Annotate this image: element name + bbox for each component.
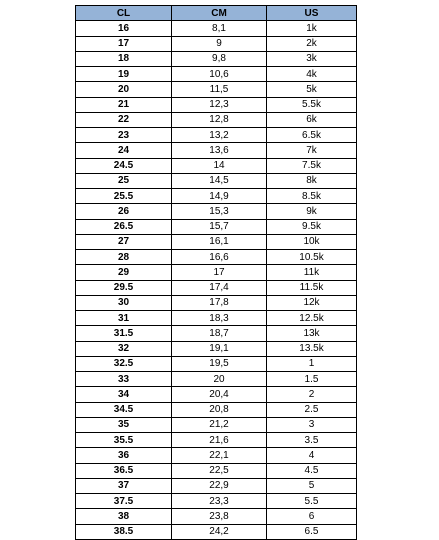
table-row [76, 433, 357, 448]
table-row [76, 311, 357, 326]
cl-size-cell: 31.5 [76, 326, 172, 341]
table-row [76, 509, 357, 524]
us-size-cell: 8.5k [267, 189, 357, 204]
cm-length-cell: 12,3 [172, 97, 267, 112]
cm-length-cell: 18,7 [172, 326, 267, 341]
cm-length-cell: 23,8 [172, 509, 267, 524]
table-row [76, 219, 357, 234]
cm-length-cell: 9 [172, 36, 267, 51]
table-row [76, 51, 357, 66]
cm-length-cell: 22,9 [172, 478, 267, 493]
us-size-cell: 2.5 [267, 402, 357, 417]
cl-size-cell: 31 [76, 311, 172, 326]
cm-length-cell: 12,8 [172, 112, 267, 127]
cl-size-cell: 18 [76, 51, 172, 66]
us-size-cell: 10k [267, 234, 357, 249]
table-row [76, 234, 357, 249]
cl-size-cell: 25.5 [76, 189, 172, 204]
us-size-cell: 12.5k [267, 311, 357, 326]
cl-size-cell: 29.5 [76, 280, 172, 295]
cl-size-cell: 35.5 [76, 433, 172, 448]
cl-size-cell: 37 [76, 478, 172, 493]
cl-size-cell: 33 [76, 372, 172, 387]
table-row [76, 280, 357, 295]
table-row [76, 265, 357, 280]
table-row [76, 326, 357, 341]
table-row [76, 82, 357, 97]
cl-size-cell: 26 [76, 204, 172, 219]
cm-length-cell: 19,5 [172, 356, 267, 371]
us-size-cell: 4 [267, 448, 357, 463]
table-row [76, 143, 357, 158]
us-size-cell: 5.5k [267, 97, 357, 112]
cm-length-cell: 20,4 [172, 387, 267, 402]
table-row [76, 128, 357, 143]
us-size-cell: 10.5k [267, 250, 357, 265]
us-size-cell: 4k [267, 67, 357, 82]
cl-size-cell: 34.5 [76, 402, 172, 417]
us-size-cell: 1.5 [267, 372, 357, 387]
size-chart-table [75, 5, 357, 540]
cl-size-cell: 34 [76, 387, 172, 402]
cl-size-cell: 35 [76, 417, 172, 432]
table-row [76, 21, 357, 36]
cm-length-cell: 14,9 [172, 189, 267, 204]
cm-length-cell: 8,1 [172, 21, 267, 36]
cl-size-cell: 17 [76, 36, 172, 51]
cl-size-cell: 32 [76, 341, 172, 356]
column-header-cm: CM [172, 6, 267, 21]
table-row [76, 478, 357, 493]
cm-length-cell: 13,2 [172, 128, 267, 143]
table-header [76, 6, 357, 21]
cm-length-cell: 24,2 [172, 524, 267, 539]
cl-size-cell: 22 [76, 112, 172, 127]
us-size-cell: 11.5k [267, 280, 357, 295]
us-size-cell: 7k [267, 143, 357, 158]
cl-size-cell: 32.5 [76, 356, 172, 371]
table-row [76, 173, 357, 188]
us-size-cell: 6.5 [267, 524, 357, 539]
us-size-cell: 13.5k [267, 341, 357, 356]
us-size-cell: 9k [267, 204, 357, 219]
us-size-cell: 7.5k [267, 158, 357, 173]
table-row [76, 67, 357, 82]
cl-size-cell: 24.5 [76, 158, 172, 173]
us-size-cell: 2k [267, 36, 357, 51]
table-row [76, 36, 357, 51]
cl-size-cell: 28 [76, 250, 172, 265]
cm-length-cell: 10,6 [172, 67, 267, 82]
table-row [76, 295, 357, 310]
cm-length-cell: 21,6 [172, 433, 267, 448]
table-row [76, 372, 357, 387]
cm-length-cell: 21,2 [172, 417, 267, 432]
cl-size-cell: 36.5 [76, 463, 172, 478]
table-row [76, 494, 357, 509]
us-size-cell: 5k [267, 82, 357, 97]
cm-length-cell: 15,3 [172, 204, 267, 219]
cl-size-cell: 38 [76, 509, 172, 524]
us-size-cell: 5.5 [267, 494, 357, 509]
us-size-cell: 6 [267, 509, 357, 524]
cl-size-cell: 27 [76, 234, 172, 249]
cl-size-cell: 19 [76, 67, 172, 82]
cm-length-cell: 16,6 [172, 250, 267, 265]
table-row [76, 463, 357, 478]
table-row [76, 448, 357, 463]
cm-length-cell: 9,8 [172, 51, 267, 66]
us-size-cell: 3k [267, 51, 357, 66]
us-size-cell: 12k [267, 295, 357, 310]
cm-length-cell: 17 [172, 265, 267, 280]
us-size-cell: 9.5k [267, 219, 357, 234]
cm-length-cell: 18,3 [172, 311, 267, 326]
us-size-cell: 1k [267, 21, 357, 36]
us-size-cell: 3.5 [267, 433, 357, 448]
cm-length-cell: 20,8 [172, 402, 267, 417]
cm-length-cell: 23,3 [172, 494, 267, 509]
cl-size-cell: 24 [76, 143, 172, 158]
us-size-cell: 6k [267, 112, 357, 127]
table-row [76, 402, 357, 417]
cl-size-cell: 16 [76, 21, 172, 36]
column-header-cl: CL [76, 6, 172, 21]
table-row [76, 524, 357, 539]
cm-length-cell: 14 [172, 158, 267, 173]
table-row [76, 250, 357, 265]
table-row [76, 158, 357, 173]
us-size-cell: 1 [267, 356, 357, 371]
us-size-cell: 11k [267, 265, 357, 280]
cl-size-cell: 29 [76, 265, 172, 280]
us-size-cell: 5 [267, 478, 357, 493]
table-row [76, 356, 357, 371]
cl-size-cell: 36 [76, 448, 172, 463]
cm-length-cell: 22,5 [172, 463, 267, 478]
cm-length-cell: 13,6 [172, 143, 267, 158]
us-size-cell: 8k [267, 173, 357, 188]
table-row [76, 387, 357, 402]
cm-length-cell: 16,1 [172, 234, 267, 249]
us-size-cell: 13k [267, 326, 357, 341]
table-row [76, 189, 357, 204]
table-body [76, 21, 357, 540]
us-size-cell: 4.5 [267, 463, 357, 478]
table-row [76, 112, 357, 127]
cl-size-cell: 23 [76, 128, 172, 143]
table-row [76, 204, 357, 219]
cm-length-cell: 14,5 [172, 173, 267, 188]
table-row [76, 417, 357, 432]
cl-size-cell: 30 [76, 295, 172, 310]
cl-size-cell: 38.5 [76, 524, 172, 539]
cm-length-cell: 17,8 [172, 295, 267, 310]
table-row [76, 341, 357, 356]
cm-length-cell: 17,4 [172, 280, 267, 295]
cm-length-cell: 19,1 [172, 341, 267, 356]
table-row [76, 97, 357, 112]
cl-size-cell: 21 [76, 97, 172, 112]
cm-length-cell: 20 [172, 372, 267, 387]
us-size-cell: 3 [267, 417, 357, 432]
cl-size-cell: 26.5 [76, 219, 172, 234]
cm-length-cell: 15,7 [172, 219, 267, 234]
us-size-cell: 2 [267, 387, 357, 402]
cl-size-cell: 37.5 [76, 494, 172, 509]
cm-length-cell: 11,5 [172, 82, 267, 97]
us-size-cell: 6.5k [267, 128, 357, 143]
column-header-us: US [267, 6, 357, 21]
header-row [76, 6, 357, 21]
cm-length-cell: 22,1 [172, 448, 267, 463]
cl-size-cell: 25 [76, 173, 172, 188]
cl-size-cell: 20 [76, 82, 172, 97]
